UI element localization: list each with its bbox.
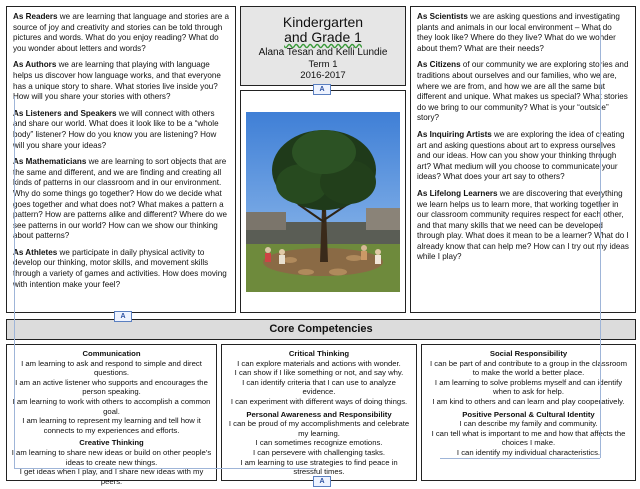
title-box <box>240 6 406 86</box>
list-item: I get ideas when I play, and I share new ideas with my peers. <box>19 467 204 486</box>
list-item: I am learning to solve problems myself and can identify when to ask for help. <box>434 377 623 397</box>
social-responsibility-heading: Social Responsibility <box>489 349 568 358</box>
list-item: I am learning to ask and respond to simple and direct questions. <box>21 358 202 378</box>
list-item: I am learning to use strategies to find peace in stressful times. <box>240 457 398 477</box>
readers-paragraph: As Readers we are learning that language and stories are a source of joy and creativity and stories can be told through pictures and words. What do you enjoy reading? What do you wonder about letters and words? <box>13 12 229 53</box>
photo-box <box>240 90 406 313</box>
core-col-social-responsibility <box>421 344 636 481</box>
list-item: I can describe my family and community. <box>459 419 598 429</box>
guide-line <box>14 96 15 468</box>
title-line-2: and Grade 1 <box>284 29 362 45</box>
list-item: I can persevere with challenging tasks. <box>252 447 386 457</box>
anchor-marker[interactable]: A <box>313 84 331 95</box>
title-line-1: Kindergarten <box>282 14 364 30</box>
classroom-tree-photo <box>246 112 400 292</box>
guide-line <box>600 28 601 458</box>
list-item: I am an active listener who supports and encourages the person speaking. <box>15 377 208 397</box>
core-col-communication <box>6 344 217 486</box>
communication-heading: Communication <box>82 349 141 358</box>
list-item: I can identify my individual characteristics. <box>456 447 601 457</box>
core-competencies-heading: Core Competencies <box>6 319 636 340</box>
learners-paragraph: As Lifelong Learners we are discovering that everything we learn helps us to learn more, that working together in our classroom community requires respect for each other, and that many skills that we need can be developed through play. What does it mean to be a learner? What do I already know that can help me? How can I try out my ideas while I play? <box>417 188 629 262</box>
athletes-paragraph: As Athletes we participate in daily physical activity to develop our thinking, motor skills, and movement skills through a variety of games and activities. How does moving with intention make your feel? <box>13 247 227 289</box>
personal-awareness-heading: Personal Awareness and Responsibility <box>246 409 392 419</box>
list-item: I can show if I like something or not, and say why. <box>234 368 404 378</box>
artists-paragraph: As Inquiring Artists we are exploring the idea of creating art and asking questions about art to express ourselves and our ideas. How can you show your thinking through art? What medium will you choose to communicate your ideas? What does your art say to others? <box>417 129 625 182</box>
right-column <box>410 6 636 313</box>
list-item: I am kind to others and can learn and play cooperatively. <box>432 396 625 406</box>
left-column <box>6 6 236 313</box>
list-item: I can be part of and contribute to a group in the classroom to make the world a better place. <box>429 358 627 378</box>
core-col-critical-thinking <box>221 344 417 481</box>
authors-paragraph: As Authors we are learning that playing with language helps us discover how language works, and that everyone has a unique story to share. What stories live inside you? How will you share your stories with others? <box>13 60 221 102</box>
anchor-marker[interactable]: A <box>313 476 331 487</box>
school-year: 2016-2017 <box>300 70 346 81</box>
teachers-names: Alana Tesan and Kelli Lundie <box>258 47 388 58</box>
list-item: I can explore materials and actions with wonder. <box>237 358 401 368</box>
list-item: I can be proud of my accomplishments and celebrate my learning. <box>228 419 410 438</box>
list-item: I can sometimes recognize emotions. <box>255 438 383 448</box>
list-item: I can experiment with different ways of doing things. <box>230 396 408 406</box>
citizens-paragraph: As Citizens of our community we are exploring stories and traditions about ourselves and our families, who we are, where we are from, and how we are all the same but different and unique. What makes us special? What stories do we bring to our community? What is your “outside” story? <box>417 60 629 123</box>
cultural-identity-heading: Positive Personal & Cultural Identity <box>462 409 595 419</box>
critical-thinking-heading: Critical Thinking <box>288 349 350 358</box>
list-item: I can tell what is important to me and how that affects the choices I make. <box>431 428 626 448</box>
listeners-paragraph: As Listeners and Speakers we will connect with others and share our world. What does it look like to be a “whole body” listener? How do you know you are listening? How will you share your ideas? <box>13 108 219 150</box>
guide-line <box>440 458 600 459</box>
guide-line <box>14 468 314 469</box>
term-label: Term 1 <box>308 59 338 70</box>
mathematicians-paragraph: As Mathematicians we are learning to sort objects that are the same and different, and we are finding and creating all kinds of patterns in our classroom and in our environment. Why do some things go together? How do we decide what goes together and what does not? What makes a pattern a pattern? How are patterns alike and different? Where do we see patterns in our world? How can we show our thinking about patterns? <box>13 157 228 241</box>
list-item: I am learning to work with others to accomplish a common goal. <box>12 396 211 416</box>
list-item: I can identify criteria that I can use to analyze evidence. <box>242 377 396 397</box>
creative-thinking-heading: Creative Thinking <box>79 438 144 448</box>
anchor-marker[interactable]: A <box>114 311 132 322</box>
scientists-paragraph: As Scientists we are asking questions and investigating plants and animals in our local environment – What do they look like? Where do they live? What do we wonder about them? What are their needs? <box>417 12 620 53</box>
list-item: I am learning to represent my learning and tell how it connects to my experiences and efforts. <box>22 416 201 435</box>
list-item: I am learning to share new ideas or build on other people’s ideas to create new things. <box>11 447 212 467</box>
